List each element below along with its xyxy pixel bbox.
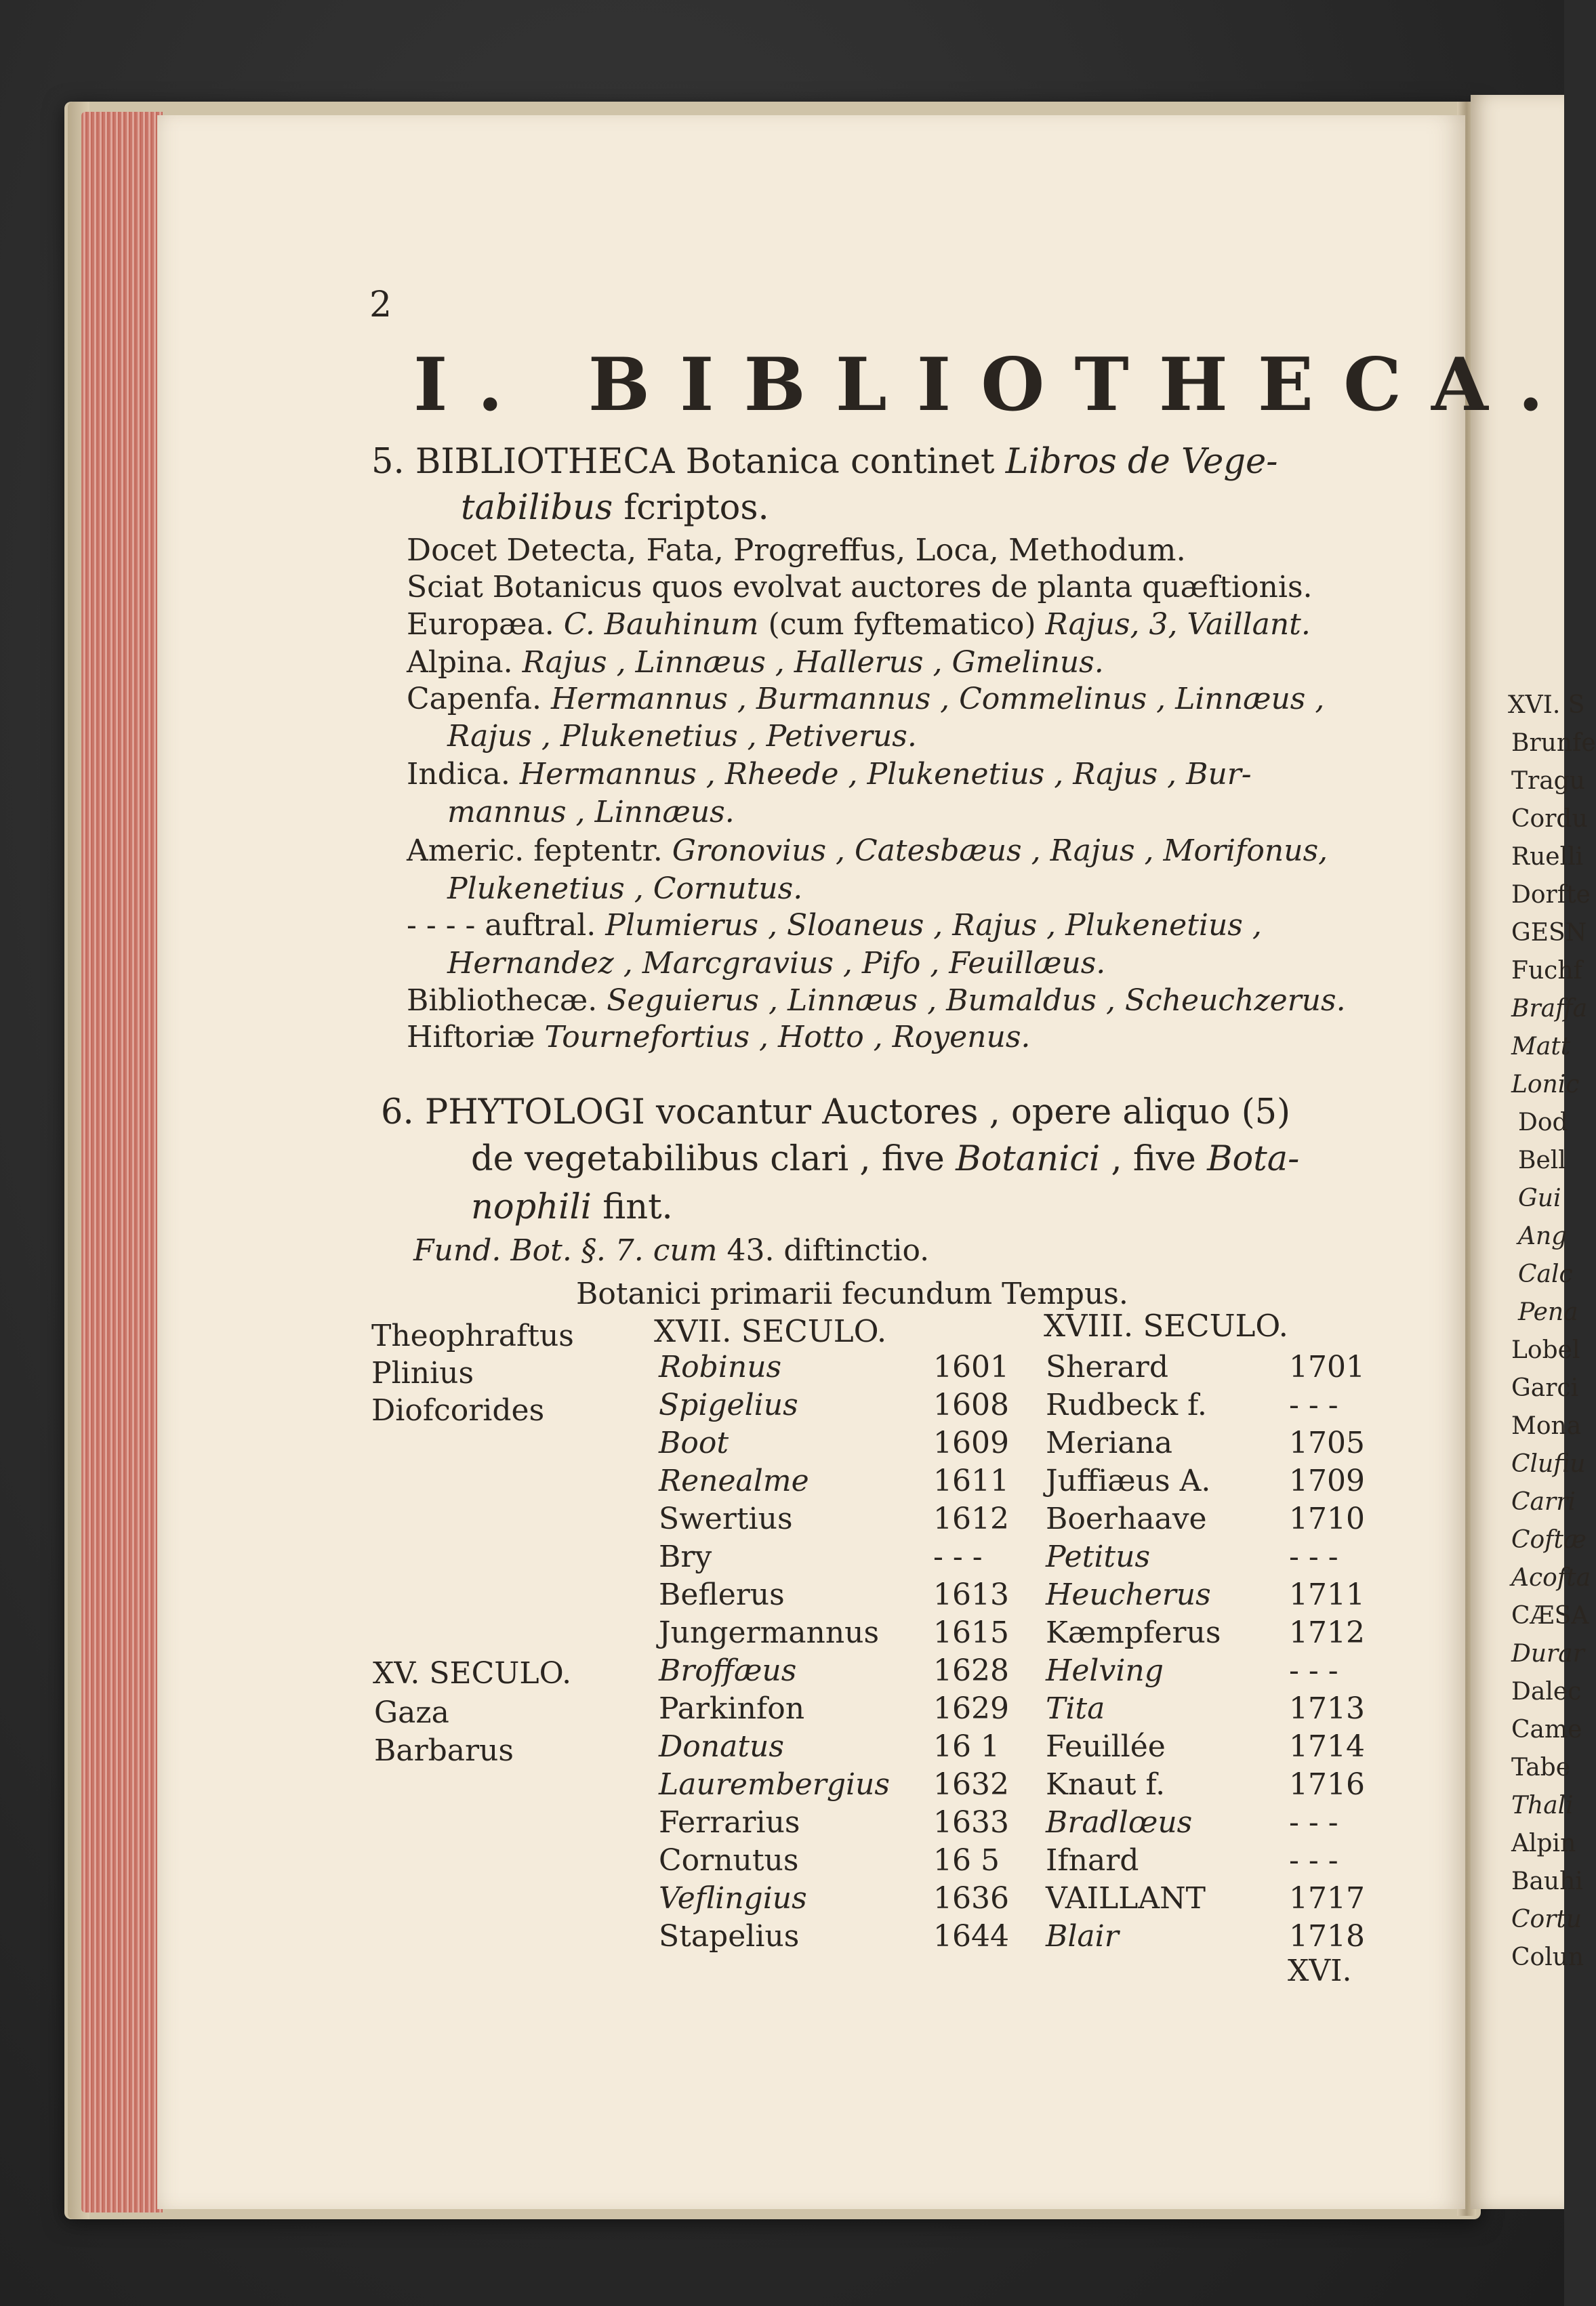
botanist-name: Robinus xyxy=(659,1350,782,1384)
facing-page-word: Pena xyxy=(1518,1298,1578,1326)
section-text: fint. xyxy=(602,1187,673,1227)
line-label: Americ. feptentr. xyxy=(407,833,663,868)
botanist-year: 1615 xyxy=(933,1615,1009,1650)
author-names: Plumierus , Sloaneus , Rajus , Plukenetius , xyxy=(605,908,1262,943)
text-line-bibliothecae xyxy=(407,983,1346,1018)
botanist-year: 1644 xyxy=(933,1919,1009,1954)
botanist-year: 1633 xyxy=(933,1805,1009,1840)
botanist-name: Jungermannus xyxy=(659,1615,880,1650)
table-caption: Botanici primarii fecundum Tempus. xyxy=(576,1277,1128,1311)
col2-header: XVII. SECULO. xyxy=(654,1313,887,1349)
section-text: , five xyxy=(1111,1139,1196,1179)
botanist-name: Parkinfon xyxy=(659,1691,805,1726)
botanist-year: - - - xyxy=(1289,1388,1338,1422)
botanist-name: Stapelius xyxy=(659,1919,800,1954)
facing-page-word: Acofta xyxy=(1511,1564,1591,1592)
chapter-title: I. BIBLIOTHECA. xyxy=(413,342,1574,428)
page-number: 2 xyxy=(369,285,392,325)
botanist-name: Ifnard xyxy=(1046,1843,1139,1878)
botanist-year: 1714 xyxy=(1289,1729,1365,1764)
fifteenth-century-botanist: Barbarus xyxy=(374,1733,514,1768)
facing-page-word: Alpin xyxy=(1511,1830,1576,1857)
catchword: XVI. xyxy=(1288,1954,1352,1988)
facing-page-word: Ang xyxy=(1518,1222,1568,1250)
facing-page-word: Braffa xyxy=(1511,995,1588,1023)
section-heading: PHYTOLOGI xyxy=(424,1092,645,1132)
botanist-name: Ferrarius xyxy=(659,1805,800,1840)
botanist-name: Boot xyxy=(659,1426,729,1460)
author-names: Gronovius , Catesbæus , Rajus , Morifonus, xyxy=(672,833,1328,868)
facing-page-word: Calc xyxy=(1518,1260,1573,1288)
section-5-line-2 xyxy=(461,488,769,528)
section-6-line-2 xyxy=(471,1139,1299,1179)
section-5-paragraph xyxy=(371,442,1277,482)
facing-page-word: Matt xyxy=(1511,1033,1571,1061)
botanist-year: 1608 xyxy=(933,1388,1009,1422)
botanist-name: Petitus xyxy=(1046,1540,1151,1574)
section-heading: BIBLIOTHECA xyxy=(415,442,675,482)
botanist-name: Laurembergius xyxy=(659,1767,890,1802)
text-line-americ xyxy=(407,833,1328,868)
botanist-year: 1628 xyxy=(933,1653,1009,1688)
botanist-year: 1713 xyxy=(1289,1691,1365,1726)
botanist-year: 1629 xyxy=(933,1691,1009,1726)
facing-page-word: XVI. S xyxy=(1508,691,1585,719)
line-label: - - - - auftral. xyxy=(407,908,596,943)
botanist-name: Meriana xyxy=(1046,1426,1172,1460)
text-line-capensa xyxy=(407,682,1324,716)
facing-page-word: Dod xyxy=(1518,1109,1568,1136)
section-number: 5. xyxy=(371,442,405,482)
author-names: Tournefortius , Hotto , Royenus. xyxy=(544,1020,1031,1054)
author-names: Rajus , Linnæus , Hallerus , Gmelinus. xyxy=(522,645,1104,680)
facing-page-word: Ruelli xyxy=(1511,843,1584,871)
facing-page-word: Lonic xyxy=(1511,1071,1580,1098)
facing-page-word: Coftæ xyxy=(1511,1526,1587,1554)
facing-page-word: Fuchf xyxy=(1511,957,1582,985)
facing-page-word: Cordu xyxy=(1511,805,1588,833)
section-number: 6. xyxy=(381,1092,414,1132)
line-label: Capenfa. xyxy=(407,682,541,716)
author-names: C. Bauhinum xyxy=(563,607,759,642)
botanist-name: VAILLANT xyxy=(1046,1881,1206,1916)
facing-page-word: Lobel xyxy=(1511,1336,1580,1364)
text-line-austral-cont: Hernandez , Marcgravius , Pifo , Feuillæus. xyxy=(447,946,1106,981)
section-6-line-3 xyxy=(471,1187,673,1227)
ancient-botanist: Diofcorides xyxy=(371,1393,545,1428)
facing-page-word: Bauhi xyxy=(1511,1868,1583,1895)
botanist-year: 16 5 xyxy=(933,1843,1000,1878)
line-label: Indica. xyxy=(407,757,510,791)
botanist-year: 1717 xyxy=(1289,1881,1365,1916)
section-text: vocantur Auctores , opere aliquo (5) xyxy=(655,1092,1291,1132)
botanist-year: 1612 xyxy=(933,1502,1009,1536)
line-label: Europæa. xyxy=(407,607,554,642)
text-line-indica xyxy=(407,757,1252,791)
botanist-name: Blair xyxy=(1046,1919,1119,1954)
facing-page-word: Thali xyxy=(1511,1792,1574,1819)
author-names: Rajus, 3, Vaillant. xyxy=(1045,607,1311,642)
reference-italic: Fund. Bot. §. 7. cum xyxy=(413,1233,718,1268)
botanist-year: - - - xyxy=(1289,1540,1338,1574)
botanist-name: Veflingius xyxy=(659,1881,807,1916)
botanist-year: 1712 xyxy=(1289,1615,1365,1650)
botanist-name: Renealme xyxy=(659,1464,809,1498)
botanist-name: Tita xyxy=(1046,1691,1105,1726)
section-text-italic: nophili xyxy=(471,1187,592,1227)
botanist-name: Feuillée xyxy=(1046,1729,1166,1764)
botanist-name: Donatus xyxy=(659,1729,784,1764)
facing-page-word: Dalec xyxy=(1511,1678,1582,1706)
facing-page-word: Dorfte xyxy=(1511,881,1591,909)
text-line-indica-cont: mannus , Linnæus. xyxy=(447,795,735,829)
botanist-year: 1613 xyxy=(933,1578,1009,1612)
section-text-italic: tabilibus xyxy=(461,488,613,528)
botanist-year: 1611 xyxy=(933,1464,1009,1498)
text-line-sciat: Sciat Botanicus quos evolvat auctores de planta quæftionis. xyxy=(407,570,1313,604)
col3-header: XVIII. SECULO. xyxy=(1044,1308,1288,1344)
text-line-historiae xyxy=(407,1020,1030,1054)
section-6-paragraph xyxy=(381,1092,1290,1132)
botanist-year: 1709 xyxy=(1289,1464,1365,1498)
text-line-americ-cont: Plukenetius , Cornutus. xyxy=(447,871,803,906)
facing-page-word: GESN xyxy=(1511,919,1587,947)
botanist-year: 1632 xyxy=(933,1767,1009,1802)
facing-page-word: Carri xyxy=(1511,1488,1576,1516)
facing-page-word: Mona xyxy=(1511,1412,1582,1440)
reference-text: 43. diftinctio. xyxy=(727,1233,930,1268)
ancient-botanist: Theophraftus xyxy=(371,1319,574,1353)
fifteenth-century-botanist: Gaza xyxy=(374,1695,449,1730)
facing-page-word: CÆSA xyxy=(1511,1602,1589,1630)
botanist-name: Swertius xyxy=(659,1502,793,1536)
botanist-name: Kæmpferus xyxy=(1046,1615,1221,1650)
line-label: Bibliothecæ. xyxy=(407,983,598,1018)
botanist-name: Sherard xyxy=(1046,1350,1168,1384)
facing-page-word: Durar xyxy=(1511,1640,1584,1668)
botanist-year: 1711 xyxy=(1289,1578,1365,1612)
botanist-year: 1710 xyxy=(1289,1502,1365,1536)
botanist-year: 1705 xyxy=(1289,1426,1365,1460)
section-text: Botanica continet xyxy=(685,442,995,482)
facing-page-word: Tabe xyxy=(1511,1754,1571,1782)
botanist-year: 1609 xyxy=(933,1426,1009,1460)
facing-page-word: Colun xyxy=(1511,1943,1584,1971)
red-page-edges xyxy=(81,112,163,2212)
botanist-name: Spigelius xyxy=(659,1388,798,1422)
section-text-italic: Bota- xyxy=(1207,1139,1300,1179)
botanist-year: - - - xyxy=(1289,1843,1338,1878)
line-label: Alpina. xyxy=(407,645,513,680)
botanist-name: Broffæus xyxy=(659,1653,797,1688)
author-names: Hermannus , Rheede , Plukenetius , Rajus , Bur- xyxy=(519,757,1252,791)
botanist-year: - - - xyxy=(1289,1805,1338,1840)
facing-page-word: Garci xyxy=(1511,1374,1579,1402)
botanist-year: 16 1 xyxy=(933,1729,1000,1764)
botanist-name: Rudbeck f. xyxy=(1046,1388,1207,1422)
facing-page-word: Clufiu xyxy=(1511,1450,1586,1478)
text-line-docet: Docet Detecta, Fata, Progreffus, Loca, Methodum. xyxy=(407,532,1186,568)
botanist-year: 1636 xyxy=(933,1881,1009,1916)
botanist-name: Bry xyxy=(659,1540,712,1574)
botanist-name: Juffiæus A. xyxy=(1046,1464,1211,1498)
botanist-year: 1718 xyxy=(1289,1919,1365,1954)
author-names: Hermannus , Burmannus , Commelinus , Linnæus , xyxy=(550,682,1325,716)
facing-page-word: Bell xyxy=(1518,1147,1566,1174)
botanist-name: Knaut f. xyxy=(1046,1767,1166,1802)
botanist-year: 1701 xyxy=(1289,1350,1365,1384)
section-text-italic: Botanici xyxy=(956,1139,1101,1179)
facing-page-word: Gui xyxy=(1518,1185,1561,1212)
section-text-italic: Libros de Vege- xyxy=(1005,442,1278,482)
botanist-name: Helving xyxy=(1046,1653,1164,1688)
section-text: fcriptos. xyxy=(623,488,769,528)
line-label: Hiftoriæ xyxy=(407,1020,535,1054)
botanist-year: 1601 xyxy=(933,1350,1009,1384)
facing-page-word: Came xyxy=(1511,1716,1582,1744)
facing-page-word: Tragu xyxy=(1511,767,1585,795)
botanist-name: Heucherus xyxy=(1046,1578,1211,1612)
col1-header-xv-seculo: XV. SECULO. xyxy=(373,1656,572,1691)
botanist-year: 1716 xyxy=(1289,1767,1365,1802)
botanist-name: Bradlœus xyxy=(1046,1805,1193,1840)
fund-bot-reference xyxy=(413,1233,929,1268)
text-line-austral xyxy=(407,908,1262,943)
botanist-year: - - - xyxy=(1289,1653,1338,1688)
section-text: de vegetabilibus clari , five xyxy=(471,1139,945,1179)
botanist-name: Cornutus xyxy=(659,1843,799,1878)
botanist-name: Beflerus xyxy=(659,1578,785,1612)
botanist-year: - - - xyxy=(933,1540,983,1574)
line-note: (cum fyftematico) xyxy=(768,607,1036,642)
facing-page-word: Cortu xyxy=(1511,1906,1582,1933)
facing-page-word: Brunfe xyxy=(1511,729,1596,757)
text-line-europaea xyxy=(407,607,1311,642)
text-line-capensa-cont: Rajus , Plukenetius , Petiverus. xyxy=(447,719,917,754)
text-line-alpina xyxy=(407,645,1104,680)
botanist-name: Boerhaave xyxy=(1046,1502,1207,1536)
author-names: Seguierus , Linnæus , Bumaldus , Scheuchzerus. xyxy=(607,983,1346,1018)
ancient-botanist: Plinius xyxy=(371,1356,474,1391)
